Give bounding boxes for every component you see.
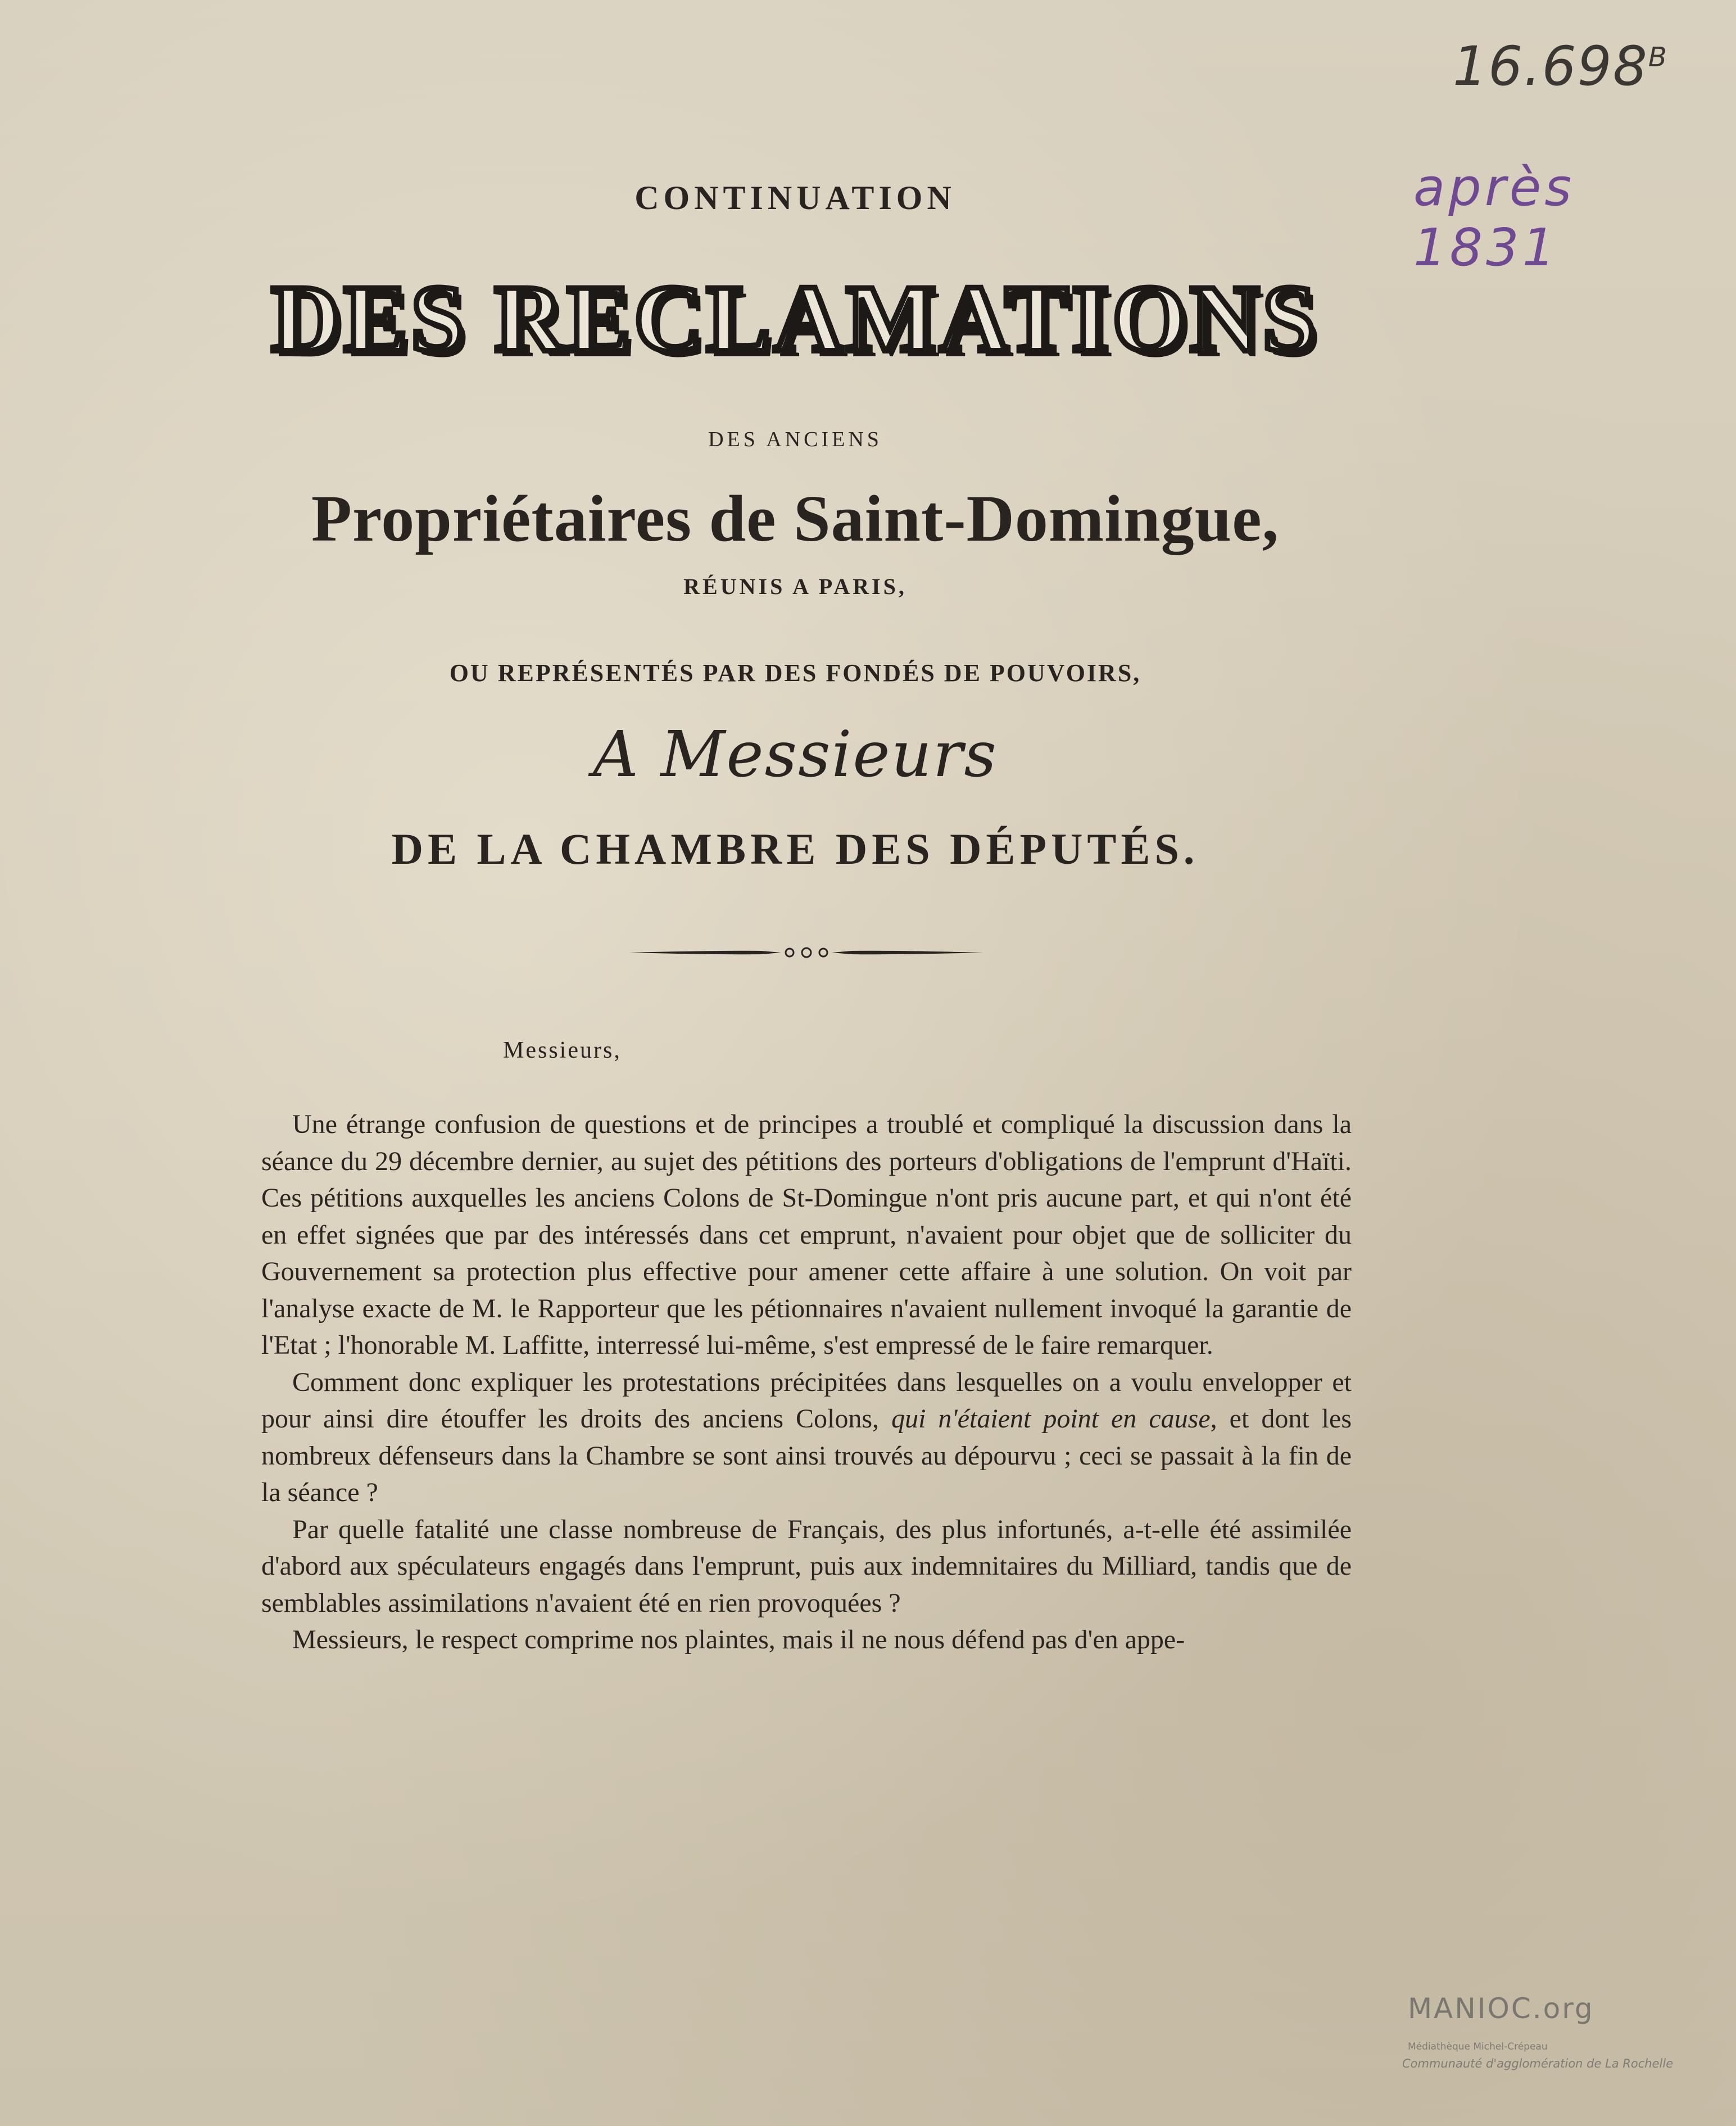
paragraph-2-part-2: , et dont les nombreux défenseurs dans la Chambre se sont ainsi trouvés au dépourvu ; ceci se passait à la fin de la séance ? bbox=[261, 1404, 1352, 1507]
title-proprietaires: Propriétaires de Saint-Domingue, bbox=[311, 482, 1280, 555]
paragraph-2-italic: qui n'étaient point en cause bbox=[891, 1404, 1211, 1434]
watermark-title: MANIOC.org bbox=[1408, 1992, 1594, 2025]
title-reunis: RÉUNIS A PARIS, bbox=[683, 574, 907, 599]
title-main: DES RECLAMATIONS bbox=[271, 266, 1319, 371]
title-representes: OU REPRÉSENTÉS PAR DES FONDÉS DE POUVOIRS, bbox=[449, 659, 1141, 687]
watermark-line-2: Communauté d'agglomération de La Rochelle bbox=[1402, 2057, 1674, 2070]
date-annotation: après 1831 bbox=[1413, 157, 1575, 278]
title-continuation: CONTINUATION bbox=[634, 179, 956, 216]
shelfmark-annotation bbox=[1453, 35, 1668, 98]
title-chambre: DE LA CHAMBRE DES DÉPUTÉS. bbox=[391, 824, 1199, 873]
paragraph-4: Messieurs, le respect comprime nos plaintes, mais il ne nous défend pas d'en appe- bbox=[292, 1625, 1185, 1654]
body-text bbox=[261, 1106, 1352, 1658]
watermark-line-1: Médiathèque Michel-Crépeau bbox=[1408, 2041, 1548, 2052]
salutation: Messieurs, bbox=[503, 1037, 622, 1063]
paragraph-3: Par quelle fatalité une classe nombreuse de Français, des plus infortunés, a-t-elle été assimilée d'abord aux spéculateurs engagés dans l'emprunt, puis aux indemnitaires du Milliard, tandis que de semblables assimilations n'avaient été en rien provoquées ? bbox=[261, 1514, 1352, 1618]
shelfmark-suffix: B bbox=[1648, 42, 1668, 73]
paragraph-2 bbox=[261, 1364, 1352, 1511]
shelfmark-number: 16.698 bbox=[1453, 35, 1648, 98]
paragraph-1: Une étrange confusion de questions et de principes a troublé et compliqué la discussion dans la séance du 29 décembre dernier, au sujet des pétitions des porteurs d'obligations de l'emprunt d'Haïti. Ces pétitions auxquelles les anciens Colons de St-Domingue n'ont pris aucune part, et qui n'ont été en effet signées que par des intéressés dans cet emprunt, n'avaient pour objet que de solliciter du Gouvernement sa protection plus effective pour amener cette affaire à une solution. On voit par l'analyse exacte de M. le Rapporteur que les pétionnaires n'avaient nullement invoqué la garantie de l'Etat ; l'honorable M. Laffitte, interressé lui-même, s'est empressé de le faire remarquer. bbox=[261, 1109, 1352, 1360]
title-a-messieurs: A Messieurs bbox=[593, 718, 998, 791]
title-des-anciens: DES ANCIENS bbox=[708, 428, 882, 451]
paragraph-2-part-1: Comment donc expliquer les protestations précipitées dans lesquelles on a voulu envelopper et pour ainsi dire étouffer les droits des anciens Colons, bbox=[261, 1367, 1352, 1434]
ornament-divider bbox=[627, 944, 986, 961]
